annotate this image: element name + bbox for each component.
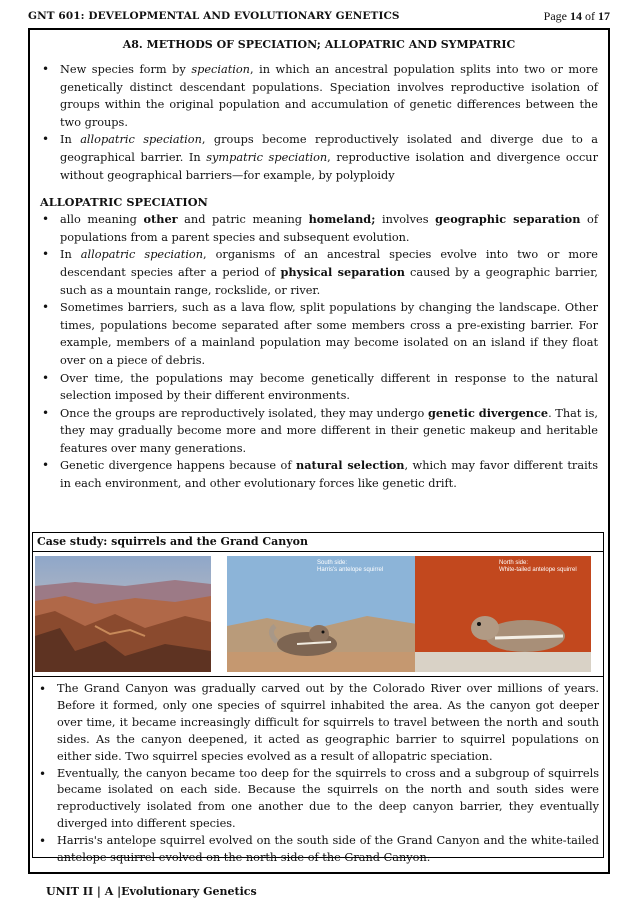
case-study-list [37,681,599,867]
page-header [28,6,610,26]
case-study-body [33,677,603,867]
list-item: • In allopatric speciation, groups become reproductively isolated and diverge due to a geographical barrier. In sympatric speciation, reproductive isolation and divergence occur without geographical barriers—for example, by polyploidy [40,131,598,184]
caption-north: North side: White-tailed antelope squirrel [499,560,577,573]
page-footer: UNIT II | A |Evolutionary Genetics [46,885,257,898]
list-item: • Once the groups are reproductively isolated, they may undergo genetic divergence. That is, they may gradually become more and more different in their genetic makeup and heritable features over many generations. [40,405,598,458]
course-title: GNT 601: DEVELOPMENTAL AND EVOLUTIONARY GENETICS [28,10,400,22]
list-item: • The Grand Canyon was gradually carved out by the Colorado River over millions of years. Before it formed, only one species of squirrel inhabited the area. As the canyon got deeper over time, it became increasingly difficult for squirrels to travel between the north and south sides. As the canyon deepened, it acted as geographic barrier to squirrel populations on either side. Two squirrel species evolved as a result of allopatric speciation. [37,681,599,766]
list-item: • Eventually, the canyon became too deep for the squirrels to cross and a subgroup of squirrels became isolated on each side. Because the squirrels on the north and south sides were reproductively isolated from one another due to the deep canyon barrier, they eventually diverged into different species. [37,766,599,834]
list-item: • Genetic divergence happens because of natural selection, which may favor different traits in each environment, and other evolutionary forces like genetic drift. [40,457,598,492]
case-study-box [32,532,604,865]
case-study-images [33,552,603,677]
page-content [40,38,598,493]
list-item: • Harris's antelope squirrel evolved on the south side of the Grand Canyon and the white-tailed antelope squirrel evolved on the north side of the Grand Canyon. [37,833,599,867]
allopatric-list [40,211,598,493]
list-item: • allo meaning other and patric meaning homeland; involves geographic separation of populations from a parent species and subsequent evolution. [40,211,598,246]
grand-canyon-image [35,556,211,672]
list-item: • In allopatric speciation, organisms of an ancestral species evolve into two or more descendant species after a period of physical separation caused by a geographic barrier, such as a mountain range, rockslide, or river. [40,246,598,299]
intro-list [40,61,598,184]
caption-south: South side: Harris's antelope squirrel [317,560,384,573]
list-item: • Over time, the populations may become genetically different in response to the natural selection imposed by their different environments. [40,370,598,405]
harris-squirrel-image [227,556,417,672]
section-title: A8. METHODS OF SPECIATION; ALLOPATRIC AND SYMPATRIC [122,38,516,51]
page-number: Page 14 of 17 [543,8,610,23]
white-tailed-squirrel-image [415,556,591,672]
case-study-title: Case study: squirrels and the Grand Canyon [33,533,603,552]
list-item: • New species form by speciation, in which an ancestral population splits into two or more genetically distinct descendant populations. Speciation involves reproductive isolation of groups within the original population and accumulation of genetic differences between the two groups. [40,61,598,131]
list-item: • Sometimes barriers, such as a lava flow, split populations by changing the landscape. Other times, populations become separated after some members cross a pre-existing barrier. For example, members of a mainland population may become isolated on an island if they float over on a piece of debris. [40,299,598,369]
page-frame [28,28,610,874]
allopatric-heading: ALLOPATRIC SPECIATION [40,195,208,210]
